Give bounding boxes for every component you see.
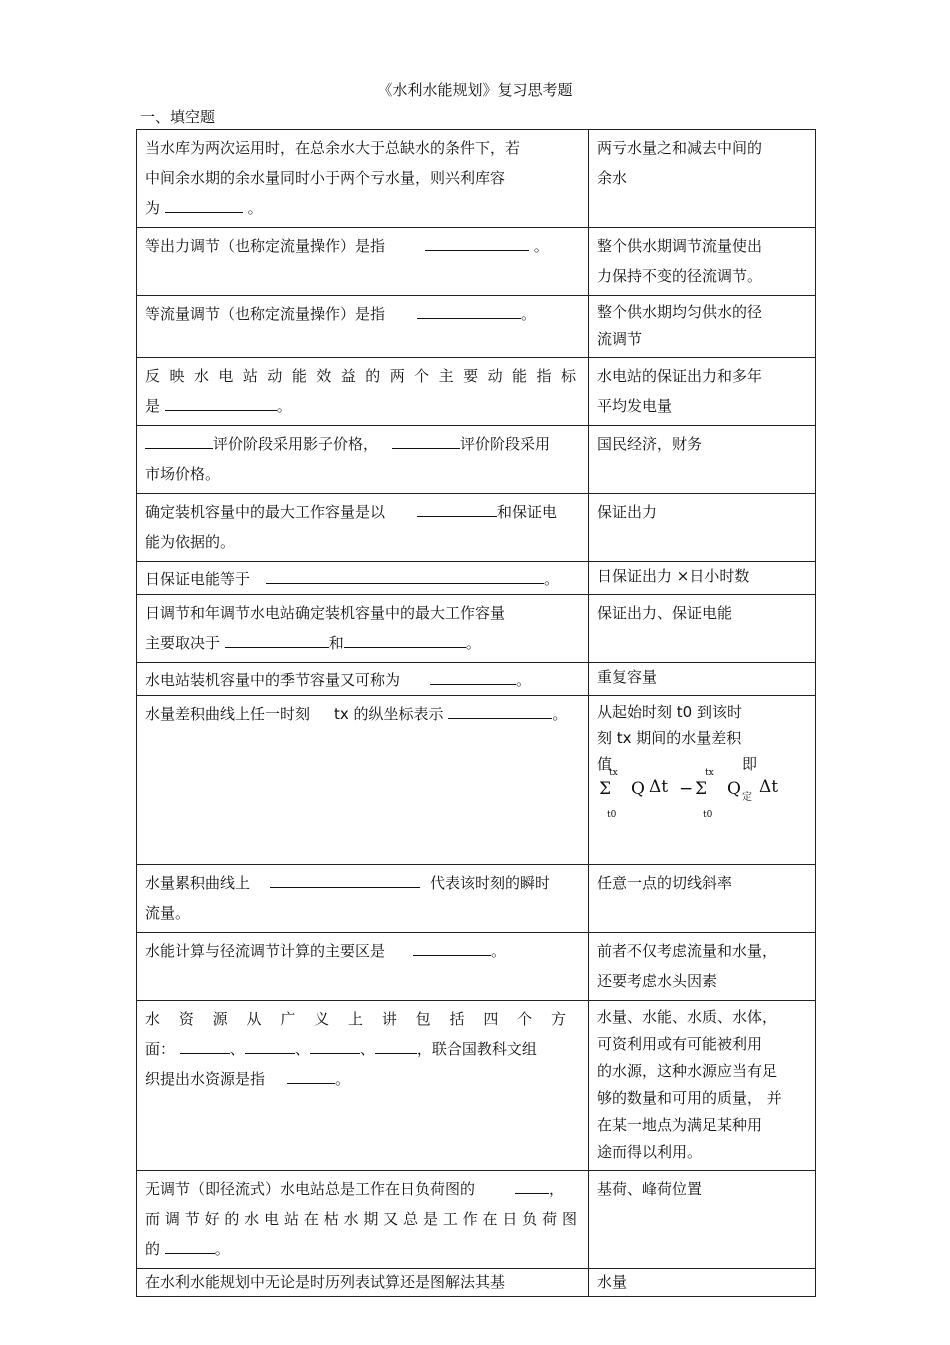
question-cell: 水资源从广义上讲包括四个方 面： 、 、 、 ，联合国教科文组 织提出水资源是指 。 [137,1001,589,1171]
question-cell: 日调节和年调节水电站确定装机容量中的最大工作容量 主要取决于 和 。 [137,595,589,663]
answer-blank[interactable] [310,1035,360,1054]
table-row [137,130,816,228]
table-row [137,663,816,696]
table-row [137,296,816,358]
answer-blank[interactable] [245,1035,295,1054]
qa-table [136,129,816,1297]
answer-cell: 保证出力 [589,494,816,562]
answer-blank[interactable] [417,498,497,517]
table-row [137,562,816,595]
answer-cell: 水量、水能、水质、水体， 可资利用或有可能被利用 的水源，这种水源应当有足 够的数量和可用的质量， 并 在某一地点为满足某种用 途而得以利用。 [589,1001,816,1171]
answer-blank[interactable] [425,232,529,251]
answer-blank[interactable] [165,392,277,411]
answer-cell: 基荷、峰荷位置 [589,1171,816,1269]
answer-blank[interactable] [413,937,491,956]
table-row [137,494,816,562]
section-heading: 一、填空题 [140,108,216,126]
table-row [137,1269,816,1297]
table-row [137,595,816,663]
table-row [137,1171,816,1269]
answer-blank[interactable] [180,1035,230,1054]
question-cell: 水能计算与径流调节计算的主要区是 。 [137,933,589,1001]
answer-blank[interactable] [225,629,329,648]
question-cell: 反映水电站动能效益的两个主要动能指标 是 。 [137,358,589,426]
question-cell: 等流量调节（也称定流量操作）是指 。 [137,296,589,358]
question-cell: 评价阶段采用影子价格， 评价阶段采用 市场价格。 [137,426,589,494]
answer-cell: 整个供水期均匀供水的径 流调节 [589,296,816,358]
table-row [137,228,816,296]
answer-blank[interactable] [145,430,213,449]
answer-cell: 任意一点的切线斜率 [589,865,816,933]
page-title: 《水利水能规划》复习思考题 [377,81,573,99]
question-cell: 水电站装机容量中的季节容量又可称为 。 [137,663,589,696]
answer-blank[interactable] [430,666,516,685]
table-row [137,933,816,1001]
answer-cell: 前者不仅考虑流量和水量， 还要考虑水头因素 [589,933,816,1001]
answer-blank[interactable] [287,1065,335,1084]
table-row [137,696,816,865]
question-cell: 确定装机容量中的最大工作容量是以 和保证电 能为依据的。 [137,494,589,562]
table-row [137,865,816,933]
answer-blank[interactable] [375,1035,417,1054]
answer-cell: 从起始时刻 t0 到该时 刻 tx 期间的水量差积 值 即 tx Σ t0 Q Δt − tx Σ t0 Q 定 Δt [589,696,816,865]
answer-cell: 两亏水量之和减去中间的 余水 [589,130,816,228]
answer-cell: 整个供水期调节流量使出 力保持不变的径流调节。 [589,228,816,296]
table-row [137,358,816,426]
answer-blank[interactable] [448,700,552,719]
answer-cell: 国民经济，财务 [589,426,816,494]
answer-blank[interactable] [165,1235,215,1254]
answer-blank[interactable] [266,565,544,584]
question-cell: 日保证电能等于 。 [137,562,589,595]
answer-cell: 重复容量 [589,663,816,696]
answer-cell: 保证出力、保证电能 [589,595,816,663]
answer-blank[interactable] [417,300,521,319]
question-cell: 当水库为两次运用时，在总余水大于总缺水的条件下，若 中间余水期的余水量同时小于两个亏水量，则兴利库容 为 。 [137,130,589,228]
answer-blank[interactable] [515,1175,549,1194]
table-row [137,1001,816,1171]
table-row [137,426,816,494]
answer-cell: 水电站的保证出力和多年 平均发电量 [589,358,816,426]
water-balance-formula: tx Σ t0 Q Δt − tx Σ t0 Q 定 Δt [599,768,779,820]
question-cell: 水量差积曲线上任一时刻 tx 的纵坐标表示 。 [137,696,589,865]
answer-blank[interactable] [165,194,243,213]
question-cell: 水量累积曲线上 代表该时刻的瞬时 流量。 [137,865,589,933]
answer-blank[interactable] [392,430,460,449]
question-cell: 在水利水能规划中无论是时历列表试算还是图解法其基 [137,1269,589,1297]
answer-blank[interactable] [344,629,466,648]
answer-cell: 日保证出力 ×日小时数 [589,562,816,595]
answer-cell: 水量 [589,1269,816,1297]
answer-blank[interactable] [270,869,420,888]
question-cell: 等出力调节（也称定流量操作）是指 。 [137,228,589,296]
question-cell: 无调节（即径流式）水电站总是工作在日负荷图的 ， 而调节好的水电站在枯水期又总是工作在日负荷图 的 。 [137,1171,589,1269]
